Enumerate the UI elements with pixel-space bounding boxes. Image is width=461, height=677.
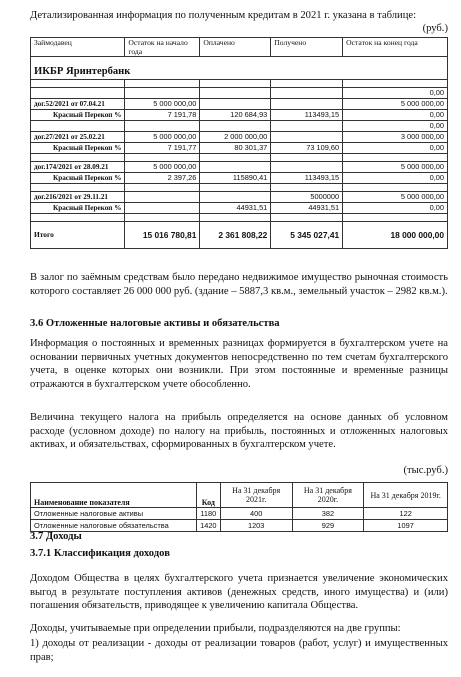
intro-unit: (руб.) — [422, 23, 448, 34]
table-cell — [200, 192, 271, 203]
table-cell: Отложенные налоговые обязательства — [31, 520, 197, 532]
table-cell — [125, 154, 200, 162]
table-cell: 73 109,60 — [271, 143, 343, 154]
table-row — [31, 57, 448, 66]
section-3-6-unit: (тыс.руб.) — [403, 465, 448, 476]
table-cell: 3 000 000,00 — [343, 132, 448, 143]
section-3-7-title: 3.7 Доходы — [30, 531, 82, 542]
table-cell — [343, 214, 448, 222]
table-cell — [343, 184, 448, 192]
table-cell: Красный Перекоп % — [31, 173, 125, 184]
table-cell: 115890,41 — [200, 173, 271, 184]
table-row — [31, 110, 448, 121]
header-cell: На 31 декабря 2021г. — [220, 483, 292, 508]
table-cell: дог.216/2021 от 29.11.21 — [31, 192, 125, 203]
table-row — [31, 162, 448, 173]
table-row — [31, 154, 448, 162]
table-row — [31, 121, 448, 132]
bank-name: ИКБР Яринтербанк — [31, 65, 448, 80]
table-cell: 382 — [292, 508, 364, 520]
table-cell: 7 191,78 — [125, 110, 200, 121]
table-cell: 5 000 000,00 — [343, 192, 448, 203]
table-cell: Красный Перекоп % — [31, 110, 125, 121]
header-cell: Наименование показателя — [31, 483, 197, 508]
table-cell — [31, 184, 125, 192]
intro-text: Детализированная информация по полученным кредитам в 2021 г. указана в таблице: — [30, 10, 417, 21]
table-cell: 122 — [364, 508, 448, 520]
table-cell: 2 397,26 — [125, 173, 200, 184]
section-3-7-1-paragraph-1: Доходом Общества в целях бухгалтерского учета признается увеличение экономических выгод в результате поступления активов (денежных средств, иного имущества) и (или) погашения обязательств, приводящее к увеличению капитала Общества. — [30, 573, 448, 612]
table-cell — [271, 184, 343, 192]
table-cell: 0,00 — [343, 173, 448, 184]
table-cell — [271, 80, 343, 88]
table-row — [31, 214, 448, 222]
table-cell: 5 345 027,41 — [271, 222, 343, 249]
table-cell: 5 000 000,00 — [125, 162, 200, 173]
table-cell: 2 000 000,00 — [200, 132, 271, 143]
table-cell — [125, 192, 200, 203]
table-cell — [200, 184, 271, 192]
table-row — [31, 184, 448, 192]
header-cell: Остаток на конец года — [343, 38, 448, 57]
table-cell — [31, 88, 125, 99]
table-row — [31, 132, 448, 143]
table-cell: 0,00 — [343, 110, 448, 121]
table-row — [31, 508, 448, 520]
section-3-6-paragraph-1: Информация о постоянных и временных разницах формируется в бухгалтерском учете на основании первичных учетных документов непосредственно по тем счетам бухгалтерского учета, в оценке которых они возникли. При этом постоянные и временные разницы отражаются в бухгалтерском учете обособленно. — [30, 338, 448, 390]
table-cell: Итого — [31, 222, 125, 249]
table-cell: 18 000 000,00 — [343, 222, 448, 249]
header-cell: Код — [196, 483, 220, 508]
table-cell: 7 191,77 — [125, 143, 200, 154]
header-cell: Остаток на начало года — [125, 38, 200, 57]
table-cell: дог.27/2021 от 25.02.21 — [31, 132, 125, 143]
table-cell: 1420 — [196, 520, 220, 532]
table-cell: дог.174/2021 от 28.09.21 — [31, 162, 125, 173]
table-cell — [31, 214, 125, 222]
table-cell — [125, 88, 200, 99]
collateral-text: В залог по заёмным средствам было передано недвижимое имущество рыночная стоимость которого составляет 26 000 000 руб. (здание – 5887,3 кв.м., земельный участок – 2982 кв.м.). — [30, 272, 448, 297]
table-cell — [125, 203, 200, 214]
table-cell: 0,00 — [343, 121, 448, 132]
header-cell: На 31 декабря 2020г. — [292, 483, 364, 508]
header-cell: Займодавец — [31, 38, 125, 57]
table-cell — [271, 88, 343, 99]
table-cell: 0,00 — [343, 143, 448, 154]
table-row — [31, 173, 448, 184]
table-cell: 113493,15 — [271, 110, 343, 121]
table-cell — [200, 154, 271, 162]
header-cell: На 31 декабря 2019г. — [364, 483, 448, 508]
table-cell: 400 — [220, 508, 292, 520]
header-cell: Оплачено — [200, 38, 271, 57]
table-cell: 44931,51 — [200, 203, 271, 214]
table-cell — [125, 80, 200, 88]
table-row — [31, 143, 448, 154]
table-cell: 1097 — [364, 520, 448, 532]
tax-table — [30, 482, 448, 532]
table-cell — [271, 162, 343, 173]
table-cell — [200, 162, 271, 173]
bank-row — [31, 65, 448, 80]
table-cell — [125, 184, 200, 192]
table-row — [31, 88, 448, 99]
table-cell: 1203 — [220, 520, 292, 532]
table-cell: 2 361 808,22 — [200, 222, 271, 249]
table-cell: 5 000 000,00 — [343, 162, 448, 173]
table-cell — [271, 214, 343, 222]
section-3-7-1-title: 3.7.1 Классификация доходов — [30, 548, 170, 559]
table-cell: 5000000 — [271, 192, 343, 203]
table-cell: 0,00 — [343, 203, 448, 214]
table-cell: Красный Перекоп % — [31, 203, 125, 214]
table-cell: 120 684,93 — [200, 110, 271, 121]
table-cell — [343, 154, 448, 162]
table-cell — [343, 80, 448, 88]
table-cell — [271, 99, 343, 110]
table-row — [31, 192, 448, 203]
table-cell: 113493,15 — [271, 173, 343, 184]
table-cell — [200, 88, 271, 99]
table-cell — [271, 121, 343, 132]
table-cell — [200, 121, 271, 132]
table-row — [31, 80, 448, 88]
table-cell — [271, 132, 343, 143]
table-cell — [200, 80, 271, 88]
table-cell: 5 000 000,00 — [343, 99, 448, 110]
table-row — [31, 99, 448, 110]
loans-table — [30, 37, 448, 249]
table-cell — [271, 154, 343, 162]
table-cell: 44931,51 — [271, 203, 343, 214]
section-3-7-1-paragraph-2: Доходы, учитываемые при определении прибыли, подразделяются на две группы: — [30, 623, 401, 634]
table-cell: 5 000 000,00 — [125, 132, 200, 143]
table-cell: 0,00 — [343, 88, 448, 99]
table-cell — [125, 121, 200, 132]
table-cell — [125, 214, 200, 222]
header-cell: Получено — [271, 38, 343, 57]
table-row — [31, 203, 448, 214]
table-cell: Отложенные налоговые активы — [31, 508, 197, 520]
table-cell: 80 301,37 — [200, 143, 271, 154]
table-cell: Красный Перекоп % — [31, 143, 125, 154]
table-cell — [200, 99, 271, 110]
section-3-6-paragraph-2: Величина текущего налога на прибыль определяется на основе данных об условном расходе (условном доходе) по налогу на прибыль, постоянных и отложенных налоговых активах, и обязательствах, сформированных в бухгалтерском учете. — [30, 412, 448, 451]
table-cell: 15 016 780,81 — [125, 222, 200, 249]
table-cell — [31, 154, 125, 162]
table-cell: 929 — [292, 520, 364, 532]
table-cell: 1180 — [196, 508, 220, 520]
table-cell — [31, 121, 125, 132]
table-cell: дог.52/2021 от 07.04.21 — [31, 99, 125, 110]
table-cell: 5 000 000,00 — [125, 99, 200, 110]
section-3-6-title: 3.6 Отложенные налоговые активы и обязательства — [30, 318, 280, 329]
section-3-7-1-paragraph-3: 1) доходы от реализации - доходы от реализации товаров (работ, услуг) и имущественных прав; — [30, 638, 448, 663]
table-cell — [200, 214, 271, 222]
table-row — [31, 222, 448, 249]
tax-table-header — [31, 483, 448, 508]
table-cell — [31, 80, 125, 88]
loans-table-header — [31, 38, 448, 57]
